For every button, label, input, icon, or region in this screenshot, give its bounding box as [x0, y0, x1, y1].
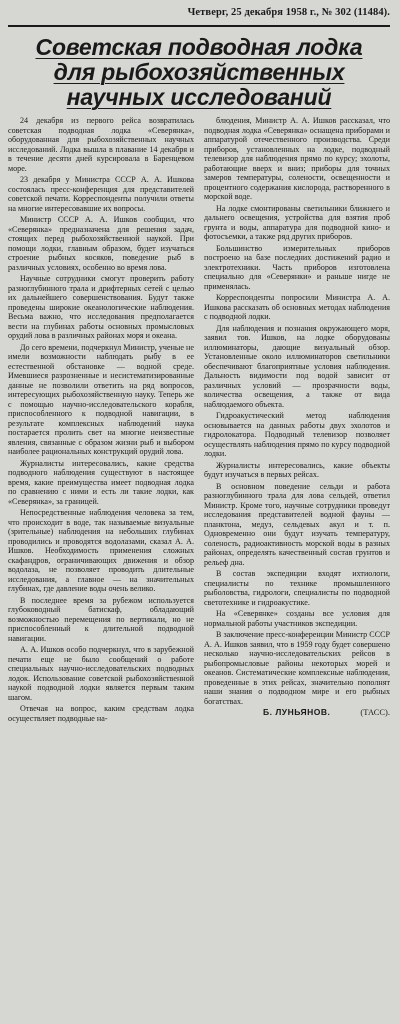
dateline — [8, 6, 390, 20]
paragraph: В заключение пресс-конференции Министр СССР А. А. Ишков заявил, что в 1959 году будет совершено несколько научно-исследовательских рейсов в рыбопромысловые районы некоторых морей и океанов. Систематические комплексные наблюдения, проведенные в этих рейсах, значительно пополнят наши знания о подводном мире и его рыбных богатствах. — [204, 630, 390, 706]
paragraph: Журналисты интересовались, какие средства подводного наблюдения существуют в настоящее время, какие преимущества имеет подводная лодка по сравнению с ними и есть ли такие лодки, как «Северянка», за границей. — [8, 458, 194, 506]
signature — [204, 708, 390, 718]
headline-line-2: для рыбохозяйственных — [53, 59, 345, 85]
paragraph: Журналисты интересовались, какие объекты будут изучаться в первых рейсах. — [204, 460, 390, 479]
paragraph: В основном поведение сельди и работа разноглубинного трала для лова сельдей, ответил Министр. Кроме того, научные сотрудники проведут исследования представителей водной фауны — планктона, медуз, сельдевых акул и т. п. Одновременно они будут изучать температуру, соленость, радиоактивность морской воды в разных районах, определять качественный состав грунтов и рельеф дна. — [204, 481, 390, 567]
agency-credit: (ТАСС). — [360, 707, 390, 717]
article-headline — [8, 35, 390, 110]
column-left — [8, 116, 194, 996]
paragraph: Непосредственные наблюдения человека за тем, что происходит в воде, так называемые визуальные (зрительные) наблюдения на небольших глубинах проводились и проводятся водолазами, сказал А. А. Ишков. Необходимость применения сложных скафандров, ограничивающих движения и обзор водолаза, не позволяет проводить длительные исследования, а главное — на значительных глубинах, где давление воды очень велико. — [8, 508, 194, 593]
paragraph: На лодке смонтированы светильники ближнего и дальнего освещения, устройства для взятия проб грунта и воды, аппаратура для подводной кино- и фотосъемки, а также ряд других приборов. — [204, 203, 390, 241]
header-rule — [8, 25, 390, 27]
author-name: Б. ЛУНЬЯНОВ. — [263, 707, 331, 717]
paragraph: 24 декабря из первого рейса возвратилась советская подводная лодка «Северянка», оборудованная для рыбохозяйственных научных исследований. Лодка вышла в плавание 14 декабря и в течение десяти дней курсировала в Баренцевом море. — [8, 116, 194, 173]
paragraph: блюдения, Министр А. А. Ишков рассказал, что подводная лодка «Северянка» оснащена приборами и аппаратурой отечественного производства. Среди приборов, установленных на лодке, подводный телевизор для наблюдения прямо по курсу; эхолоты, работающие вверх и вниз; приборы для точных замеров температуры, солености, освещенности и процентного содержания кислорода, растворенного в морской воде. — [204, 116, 390, 201]
paragraph: Большинство измерительных приборов построено на базе последних достижений радио и электротехники. Часть приборов изготовлена специально для «Северянки» и раньше нигде не применялась. — [204, 243, 390, 291]
paragraph: Отвечая на вопрос, каким средствам лодка осуществляет подводные на- — [8, 704, 194, 723]
paragraph: На «Северянке» созданы все условия для нормальной работы участников экспедиции. — [204, 609, 390, 628]
headline-line-1: Советская подводная лодка — [35, 34, 363, 60]
paragraph: Научные сотрудники смогут проверить работу разноглубинного трала и дрифтерных сетей с целью их дальнейшего совершенствования. Будут также проведены широкие океанологические наблюдения. Весьма важно, что исследования предполагается вести на глубинах работы основных промысловых орудий лова в различных районах моря и океана. — [8, 274, 194, 340]
paragraph: Для наблюдения и познания окружающего моря, заявил тов. Ишков, на лодке оборудованы иллюминаторы, дающие визуальный обзор. Установленные около иллюминаторов светильники обеспечивают благоприятные условия наблюдения. Дальность видимости под водой зависит от различных условий — прозрачности воды, количества освещения, а также от вида наблюдаемого объекта. — [204, 323, 390, 409]
headline-line-3: научных исследований — [66, 84, 332, 110]
paragraph: Министр СССР А. А. Ишков сообщил, что «Северянка» предназначена для решения задач, стоящих перед рыбохозяйственной наукой. При помощи лодки, главным образом, будет изучаться строение рыбных косяков, поведение рыб в различных условиях, особенно во время лова. — [8, 215, 194, 272]
paragraph: А. А. Ишков особо подчеркнул, что в зарубежной печати еще не было сообщений о работе специальных научно-исследовательских подводных лодок. Использование советской рыбохозяйственной наукой подводной лодки является первым таким шагом. — [8, 645, 194, 702]
paragraph: Гидроакустический метод наблюдения основывается на данных работы двух эхолотов и гидролокатора. Подводный телевизор позволяет осуществлять наблюдения прямо по курсу подводной лодки. — [204, 411, 390, 458]
column-right — [204, 116, 390, 996]
paragraph: До сего времени, подчеркнул Министр, ученые не имели возможности наблюдать рыбу в ее естественной обстановке — водной среде. Имевшиеся разрозненные и несистематизированные данные не позволили ответить на ряд вопросов, интересующих рыбохозяйственную науку. Теперь же с помощью научно-исследовательского корабля, приспособленного к подводной навигации, в результате комплексных наблюдений наука постарается пролить свет на многие неизвестные явления, связанные с образом жизни рыб и выбором наиболее рациональных конструкций орудий лова. — [8, 342, 194, 456]
paragraph: В состав экспедиции входят ихтиологи, специалисты по технике промышленного рыболовства, гидрологи, специалисты по подводной светотехнике и гидроакустике. — [204, 569, 390, 607]
paragraph: Корреспонденты попросили Министра А. А. Ишкова рассказать об основных методах наблюдения с подводной лодки. — [204, 293, 390, 321]
dateline-text: Четверг, 25 декабря 1958 г., № 302 (11484). — [187, 7, 390, 18]
article-body — [8, 116, 390, 996]
paragraph: 23 декабря у Министра СССР А. А. Ишкова состоялась пресс-конференция для представителей советской печати. Корреспонденты получили ответы на многие интересовавшие их вопросы. — [8, 175, 194, 213]
paragraph: В последнее время за рубежом используется глубоководный батискаф, обладающий возможностью перемещения по вертикали, но не приспособленный к длительной подводной навигации. — [8, 595, 194, 643]
